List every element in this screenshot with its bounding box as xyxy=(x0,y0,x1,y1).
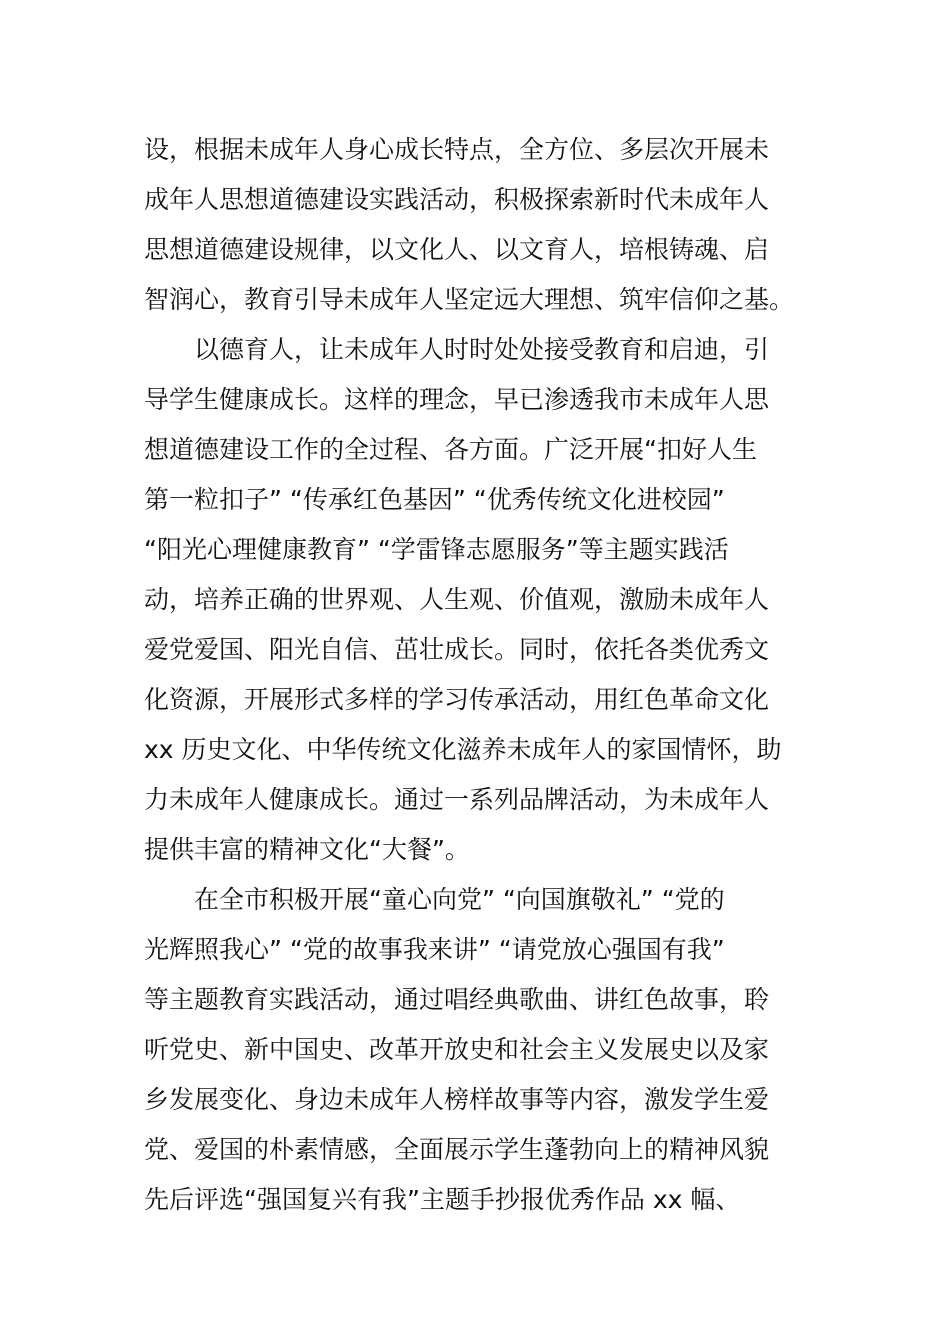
paragraph-line: xx 历史文化、中华传统文化滋养未成年人的家国情怀，助 xyxy=(144,735,782,764)
paragraph-line: 成年人思想道德建设实践活动，积极探索新时代未成年人 xyxy=(144,185,770,214)
paragraph-line: 力未成年人健康成长。通过一系列品牌活动，为未成年人 xyxy=(144,785,770,814)
paragraph-line: 先后评选“强国复兴有我”主题手抄报优秀作品 xx 幅、 xyxy=(144,1185,741,1214)
paragraph-line: 听党史、新中国史、改革开放史和社会主义发展史以及家 xyxy=(144,1035,770,1064)
paragraph-line: 导学生健康成长。这样的理念，早已渗透我市未成年人思 xyxy=(144,385,770,414)
paragraph-line: “阳光心理健康教育” “学雷锋志愿服务”等主题实践活 xyxy=(144,535,729,564)
paragraph-line: 以德育人，让未成年人时时处处接受教育和启迪，引 xyxy=(194,335,770,364)
paragraph-line: 光辉照我心” “党的故事我来讲” “请党放心强国有我” xyxy=(144,935,725,964)
paragraph-line: 化资源，开展形式多样的学习传承活动，用红色革命文化 xyxy=(144,685,770,714)
paragraph-line: 在全市积极开展“童心向党” “向国旗敬礼” “党的 xyxy=(194,885,725,914)
paragraph-line: 想道德建设工作的全过程、各方面。广泛开展“扣好人生 xyxy=(144,435,757,464)
paragraph-line: 动，培养正确的世界观、人生观、价值观，激励未成年人 xyxy=(144,585,770,614)
paragraph-line: 爱党爱国、阳光自信、茁壮成长。同时，依托各类优秀文 xyxy=(144,635,770,664)
paragraph-line: 提供丰富的精神文化“大餐”。 xyxy=(144,835,470,864)
paragraph-line: 第一粒扣子” “传承红色基因” “优秀传统文化进校园” xyxy=(144,485,725,514)
paragraph-line: 乡发展变化、身边未成年人榜样故事等内容，激发学生爱 xyxy=(144,1085,770,1114)
paragraph-line: 思想道德建设规律，以文化人、以文育人，培根铸魂、启 xyxy=(144,235,770,264)
paragraph-line: 智润心，教育引导未成年人坚定远大理想、筑牢信仰之基。 xyxy=(144,285,795,314)
paragraph-line: 设，根据未成年人身心成长特点，全方位、多层次开展未 xyxy=(144,135,770,164)
paragraph-line: 党、爱国的朴素情感，全面展示学生蓬勃向上的精神风貌 xyxy=(144,1135,770,1164)
paragraph-line: 等主题教育实践活动，通过唱经典歌曲、讲红色故事，聆 xyxy=(144,985,770,1014)
